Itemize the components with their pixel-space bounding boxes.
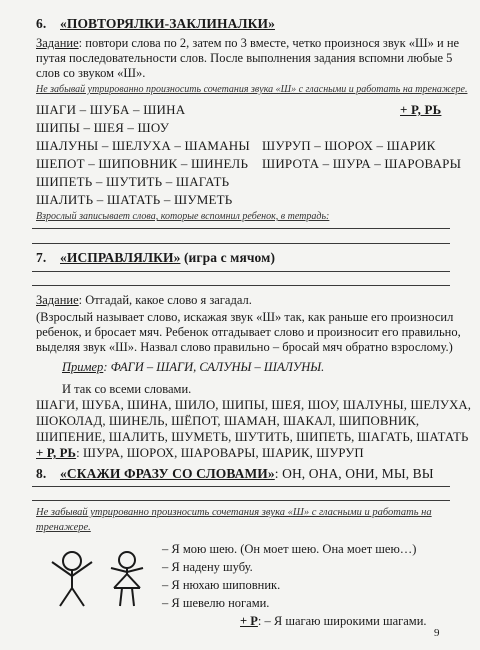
task-label: Задание (36, 293, 79, 307)
example-line (62, 360, 324, 375)
word-row: ШИПЫ – ШЕЯ – ШОУ (36, 120, 170, 135)
task-line: путая последовательности слов. После выполнения задания вспомни любые 5 (36, 51, 453, 65)
section-7-heading (36, 250, 275, 266)
plus-phrase-line (240, 614, 427, 629)
word-row: ШЕПОТ – ШИПОВНИК – ШИНЕЛЬ (36, 156, 249, 171)
section-title: «СКАЖИ ФРАЗУ СО СЛОВАМИ» (60, 466, 275, 481)
writing-line (32, 228, 450, 229)
section-subtitle: (игра с мячом) (180, 250, 276, 265)
task-line (36, 36, 459, 51)
writing-line (32, 500, 450, 501)
task-text: : Отгадай, какое слово я загадал. (78, 293, 252, 307)
writing-line (32, 285, 450, 286)
word-line: ШОКОЛАД, ШИНЕЛЬ, ШЁПОТ, ШАМАН, ШАКАЛ, ШИПОВНИК, (36, 414, 420, 428)
word-line: ШИПЕНИЕ, ШАЛИТЬ, ШУМЕТЬ, ШУТИТЬ, ШИПЕТЬ, ШАГАТЬ, ШАТАТЬ (36, 430, 469, 444)
reminder-note: тренажере. (36, 522, 91, 533)
writing-line (32, 243, 450, 244)
section-number: 7. (36, 250, 47, 265)
section-number: 8. (36, 466, 47, 481)
plus-words-line (36, 446, 364, 461)
plus-phrase: : – Я шагаю широкими шагами. (257, 614, 427, 628)
section-title: «ПОВТОРЯЛКИ-ЗАКЛИНАЛКИ» (60, 16, 275, 31)
phrase-line: – Я надену шубу. (162, 560, 253, 574)
task-line: слов со звуком «Ш». (36, 66, 146, 80)
section-8-heading (36, 466, 434, 482)
stick-figure-boy-icon (44, 548, 100, 610)
phrase-line: – Я мою шею. (Он моет шею. Она моет шею…) (162, 542, 417, 556)
reminder-note: Не забывай утрированно произносить сочетания звука «Ш» с гласными и работать на (36, 507, 432, 518)
plus-r-label: + Р, РЬ (400, 102, 442, 117)
word-row: ШАЛИТЬ – ШАТАТЬ – ШУМЕТЬ (36, 192, 233, 207)
phrase-line: – Я нюхаю шиповник. (162, 578, 281, 592)
word-line: ШАГИ, ШУБА, ШИНА, ШИЛО, ШИПЫ, ШЕЯ, ШОУ, ШАЛУНЫ, ШЕЛУХА, (36, 398, 472, 412)
section-number: 6. (36, 16, 47, 31)
writing-line (32, 271, 450, 272)
example-label: Пример (62, 360, 104, 374)
plus-r-label: + Р (240, 614, 258, 628)
plus-r-label: + Р, РЬ (36, 446, 77, 460)
instruction-line: (Взрослый называет слово, искажая звук «Ш» так, как раньше его произносил (36, 310, 454, 324)
task-text: : повтори слова по 2, затем по 3 вместе, четко произнося звук «Ш» и не (78, 36, 460, 50)
word-row-right: ШУРУП – ШОРОХ – ШАРИК (262, 138, 436, 153)
task-line (36, 293, 252, 308)
phrase-line: – Я шевелю ногами. (162, 596, 270, 610)
plus-words: : ШУРА, ШОРОХ, ШАРОВАРЫ, ШАРИК, ШУРУП (76, 446, 364, 460)
writing-line (32, 486, 450, 487)
instruction-line: ребенок, и бросает мяч. Ребенок отгадывает слово и произносит его правильно, (36, 325, 461, 339)
instruction-line: выделяя звук «Ш». Назвал слово правильно – бросай мяч обратно взрослому.) (36, 340, 453, 354)
section-6-heading (36, 16, 275, 32)
section-title-rest: : ОН, ОНА, ОНИ, МЫ, ВЫ (274, 466, 434, 481)
stick-figure-girl-icon (106, 548, 148, 610)
word-row: ШАГИ – ШУБА – ШИНА (36, 102, 186, 117)
reminder-note: Не забывай утрированно произносить сочетания звука «Ш» с гласными и работать на тренажере. (36, 84, 468, 95)
page-number: 9 (434, 627, 440, 639)
section-title: «ИСПРАВЛЯЛКИ» (60, 250, 181, 265)
task-label: Задание (36, 36, 79, 50)
word-row: ШИПЕТЬ – ШУТИТЬ – ШАГАТЬ (36, 174, 230, 189)
example-text: : ФАГИ – ШАГИ, САЛУНЫ – ШАЛУНЫ. (103, 360, 325, 374)
word-row: ШАЛУНЫ – ШЕЛУХА – ШАМАНЫ (36, 138, 250, 153)
word-row-right: ШИРОТА – ШУРА – ШАРОВАРЫ (262, 156, 462, 171)
and-so-line: И так со всеми словами. (62, 382, 192, 396)
adult-note: Взрослый записывает слова, которые вспомнил ребенок, в тетрадь: (36, 211, 330, 222)
